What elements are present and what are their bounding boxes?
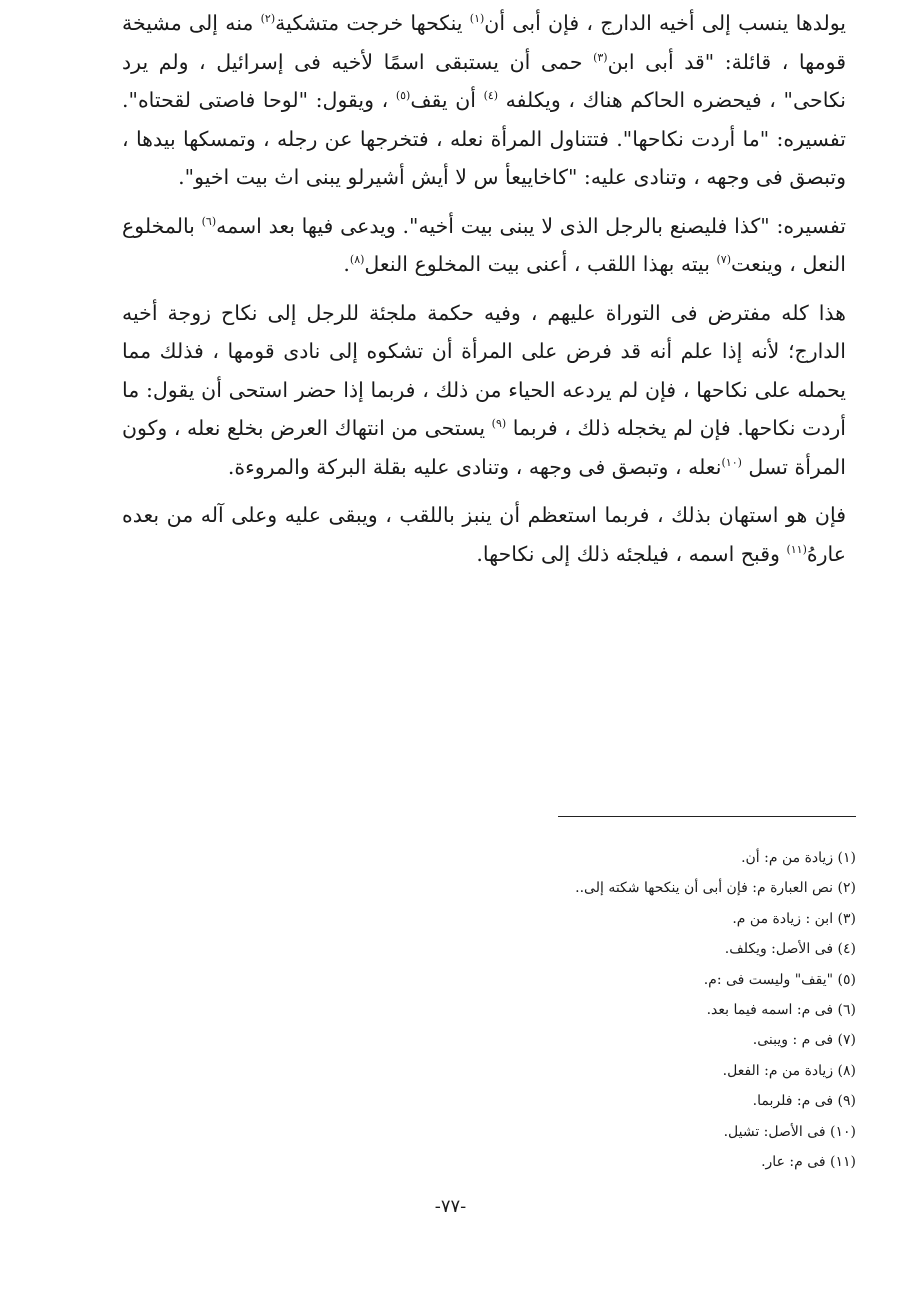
footnote-marker[interactable]: (٧) [716, 253, 731, 267]
paragraph-text: تفسيره: "كذا فليصنع بالرجل الذى لا يبنى بيت أخيه". ويدعى فيها بعد اسمه [216, 213, 846, 238]
footnote-marker[interactable]: (٨) [349, 253, 365, 267]
footnote-marker[interactable]: (٣) [593, 50, 608, 64]
paragraph [122, 496, 846, 573]
footnote-marker[interactable]: (١١) [786, 542, 807, 556]
footnote-marker[interactable]: (٥) [395, 89, 411, 103]
footnote: (١٠) فى الأصل: تشيل. [723, 1123, 856, 1140]
footnote: (٦) فى م: اسمه فيما بعد. [706, 1002, 856, 1019]
paragraph-text: يستحى من انتهاك العرض بخلع نعله ، وكون المرأة تسل [122, 416, 846, 479]
paragraph-text: هذا كله مفترض فى التوراة عليهم ، وفيه حكمة ملجئة للرجل إلى نكاح زوجة أخيه الدارج؛ لأنه إذا علم أنه قد فرض على المرأة أن تشكوه إلى نادى قومها ، فذلك مما يحمله على نكاحها ، فإن لم يردعه الحياء من ذلك ، فربما إذا حضر استحى أن يقول: ما أردت نكاحها. فإن لم يخجله ذلك ، فربما [122, 300, 846, 440]
main-text [122, 4, 846, 583]
paragraph-text: وقبح اسمه ، فيلجئه ذلك إلى نكاحها. [476, 541, 787, 566]
page-number: -٧٧- [434, 1196, 467, 1217]
paragraph [122, 207, 846, 284]
footnote-marker[interactable]: (٦) [201, 214, 217, 228]
footnote-marker[interactable]: (١) [469, 12, 485, 26]
footnote: (١) زيادة من م: أن. [741, 850, 856, 866]
footnote-marker[interactable]: (٢) [260, 12, 276, 26]
paragraph-text: . [343, 252, 350, 276]
paragraph-text: حمى أن يستبقى اسمًا لأخيه فى إسرائيل ، ولم يرد نكاحى" ، فيحضره الحاكم هناك ، ويكلفه [122, 49, 846, 112]
paragraph-text: فإن هو استهان بذلك ، فربما استعظم أن ينبز باللقب ، ويبقى عليه وعلى آله من بعده عارهُ [122, 503, 846, 566]
footnote-marker[interactable]: (٩) [491, 417, 507, 431]
footnote: (٢) نص العبارة م: فإن أبى أن ينكحها شكته إلى.. [575, 880, 856, 897]
footnote-separator [558, 816, 856, 817]
footnotes [300, 843, 856, 1177]
footnote: (٨) زيادة من م: الفعل. [722, 1062, 856, 1079]
paragraph-text: بالمخلوع النعل ، وينعت [122, 213, 846, 276]
paragraph [122, 294, 846, 487]
footnote: (٩) فى م: فلربما. [752, 1093, 856, 1110]
footnote-marker[interactable]: (٤) [483, 89, 499, 103]
paragraph-text: أن يقف [410, 88, 484, 112]
paragraph-text: ينكحها خرجت متشكية [275, 11, 470, 35]
paragraph-text: بيته بهذا اللقب ، أعنى بيت المخلوع النعل [364, 252, 717, 276]
paragraph-text: يولدها ينسب إلى أخيه الدارج ، فإن أبى أن [484, 11, 846, 35]
footnote: (٣) ابن : زيادة من م. [732, 910, 856, 927]
paragraph [122, 4, 846, 197]
footnote: (٤) فى الأصل: ويكلف. [724, 941, 856, 958]
paragraph-text: منه إلى مشيخة قومها ، قائلة: "قد أبى ابن [122, 11, 846, 74]
footnote: (١١) فى م: عار. [761, 1154, 856, 1171]
paragraph-text: نعله ، وتبصق فى وجهه ، وتنادى عليه بقلة البركة والمروءة. [227, 454, 722, 479]
paragraph-text: ، ويقول: "لوحا فاصتى لقحتاه". تفسيره: "ما أردت نكاحها". فتتناول المرأة نعله ، فتخرجها عن رجله ، وتمسكها بيدها ، وتبصق فى وجهه ، وتنادى عليه: "كاخاييعأ س لا أيش أشيرلو يبنى اث بيت اخيو". [122, 88, 846, 189]
footnote-marker[interactable]: (١٠) [721, 455, 742, 469]
footnote: (٧) فى م : ويبنى. [752, 1032, 856, 1049]
footnote: (٥) "يقف" وليست فى :م. [703, 971, 856, 988]
